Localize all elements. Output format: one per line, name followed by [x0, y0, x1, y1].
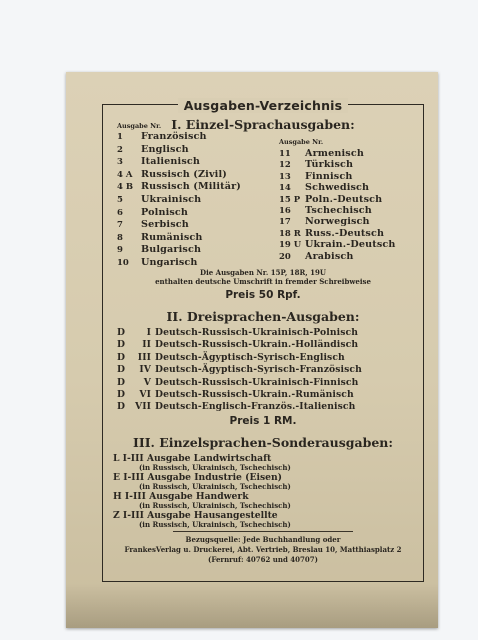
- special-edition-title: H I-III Ausgabe Handwerk: [113, 491, 249, 502]
- col-header-right: Ausgabe Nr.: [279, 138, 324, 146]
- edition-number: 14: [279, 183, 291, 194]
- trilingual-row: [117, 389, 354, 400]
- edition-number: 7: [117, 220, 123, 231]
- row-roman: I: [146, 327, 151, 338]
- row-text: Deutsch-Ägyptisch-Syrisch-Französisch: [155, 364, 362, 376]
- row-roman: IV: [139, 364, 151, 376]
- language-name: Italienisch: [141, 156, 201, 168]
- edition-number: 6: [117, 207, 123, 218]
- edition-number: 13: [279, 171, 291, 182]
- row-text: Deutsch-Russisch-Ukrainisch-Finnisch: [155, 376, 359, 388]
- row-text: Deutsch-Russisch-Ukrainisch-Polnisch: [155, 327, 358, 338]
- language-name: Norwegisch: [305, 216, 370, 228]
- row-roman: V: [143, 376, 151, 388]
- special-edition-languages: (in Russisch, Ukrainisch, Tschechisch): [139, 463, 291, 472]
- catalog-frame: [102, 98, 424, 582]
- language-name: Bulgarisch: [141, 244, 202, 256]
- edition-number: 16: [279, 206, 291, 216]
- special-edition-title: L I-III Ausgabe Landwirtschaft: [113, 453, 272, 464]
- language-name: Französisch: [141, 131, 207, 142]
- edition-number: 3: [117, 157, 123, 168]
- row-text: Deutsch-Englisch-Französ.-Italienisch: [155, 401, 356, 413]
- section1-price: Preis 50 Rpf.: [225, 289, 301, 301]
- special-edition-title: Z I-III Ausgabe Hausangestellte: [113, 510, 278, 521]
- special-edition-languages: (in Russisch, Ukrainisch, Tschechisch): [139, 501, 291, 510]
- row-prefix: D: [117, 364, 126, 376]
- edition-number: 2: [117, 144, 123, 155]
- row-roman: VII: [134, 401, 151, 413]
- language-name: Arabisch: [305, 250, 354, 262]
- trilingual-row: [117, 352, 345, 363]
- edition-number: 8: [117, 232, 123, 243]
- language-name: Serbisch: [141, 219, 189, 231]
- edition-number: 19 U: [279, 240, 302, 251]
- language-name: Rumänisch: [141, 231, 203, 243]
- trilingual-row: [117, 339, 358, 350]
- edition-number: 1: [117, 132, 123, 142]
- catalog-title: Ausgaben-Verzeichnis: [103, 95, 423, 114]
- special-edition-languages: (in Russisch, Ukrainisch, Tschechisch): [139, 520, 291, 529]
- edition-number: 17: [279, 217, 291, 228]
- row-prefix: D: [117, 401, 126, 413]
- language-name: Polnisch: [141, 206, 189, 218]
- section2-price: Preis 1 RM.: [229, 415, 297, 427]
- row-roman: III: [137, 351, 151, 363]
- language-name: Englisch: [141, 143, 189, 155]
- transliteration-note: Die Ausgaben Nr. 15P, 18R, 19U enthalten deutsche Umschrift in fremder Schreibweise: [155, 268, 371, 286]
- language-name: Poln.-Deutsch: [305, 193, 383, 205]
- language-name: Türkisch: [305, 159, 354, 171]
- edition-number: 4 A: [117, 169, 133, 180]
- edition-number: 12: [279, 160, 291, 171]
- trilingual-row: [117, 377, 358, 388]
- footer-rule: [173, 531, 353, 532]
- language-name: Finnisch: [305, 170, 353, 182]
- edition-number: 5: [117, 195, 123, 205]
- footer: Bezugsquelle: Jede Buchhandlung oder FrankesVerlag u. Druckerei, Abt. Vertrieb, Breslau 10, Matthiasplatz 2 (Fernruf: 40762 und 40707): [124, 535, 402, 564]
- row-text: Deutsch-Ägyptisch-Syrisch-Englisch: [155, 351, 345, 363]
- section1-heading: I. Einzel-Sprachausgaben:: [171, 117, 355, 132]
- language-name: Tschechisch: [305, 205, 372, 216]
- row-prefix: D: [117, 339, 126, 351]
- row-roman: II: [142, 339, 151, 351]
- trilingual-row: [117, 401, 355, 412]
- row-prefix: D: [117, 351, 126, 363]
- language-name: Armenisch: [305, 148, 364, 159]
- section2-heading: II. Dreisprachen-Ausgaben:: [166, 309, 360, 324]
- trilingual-row: [117, 327, 358, 338]
- edition-number: 11: [279, 149, 291, 159]
- trilingual-row: [117, 364, 362, 375]
- language-name: Russisch (Militär): [141, 181, 241, 193]
- edition-number: 15 P: [279, 194, 301, 205]
- col-header-left: Ausgabe Nr.: [117, 122, 162, 130]
- language-name: Russ.-Deutsch: [305, 227, 385, 239]
- special-edition-languages: (in Russisch, Ukrainisch, Tschechisch): [139, 482, 291, 491]
- row-text: Deutsch-Russisch-Ukrain.-Rumänisch: [155, 389, 354, 400]
- special-edition-title: E I-III Ausgabe Industrie (Eisen): [113, 472, 282, 483]
- row-text: Deutsch-Russisch-Ukrain.-Holländisch: [155, 339, 359, 351]
- edition-number: 18 R: [279, 228, 301, 239]
- language-name: Ungarisch: [141, 257, 198, 268]
- row-prefix: D: [117, 389, 126, 400]
- edition-number: 9: [117, 245, 123, 256]
- language-name: Ukrainisch: [141, 194, 202, 205]
- edition-number: 20: [279, 251, 291, 262]
- language-name: Russisch (Zivil): [141, 168, 227, 180]
- edition-number: 4 B: [117, 182, 134, 193]
- row-prefix: D: [117, 376, 126, 388]
- language-name: Schwedisch: [305, 182, 370, 194]
- row-prefix: D: [117, 327, 126, 338]
- language-name: Ukrain.-Deutsch: [305, 239, 396, 251]
- row-roman: VI: [139, 389, 151, 400]
- edition-number: 10: [117, 258, 129, 268]
- section3-heading: III. Einzelsprachen-Sonderausgaben:: [133, 435, 393, 450]
